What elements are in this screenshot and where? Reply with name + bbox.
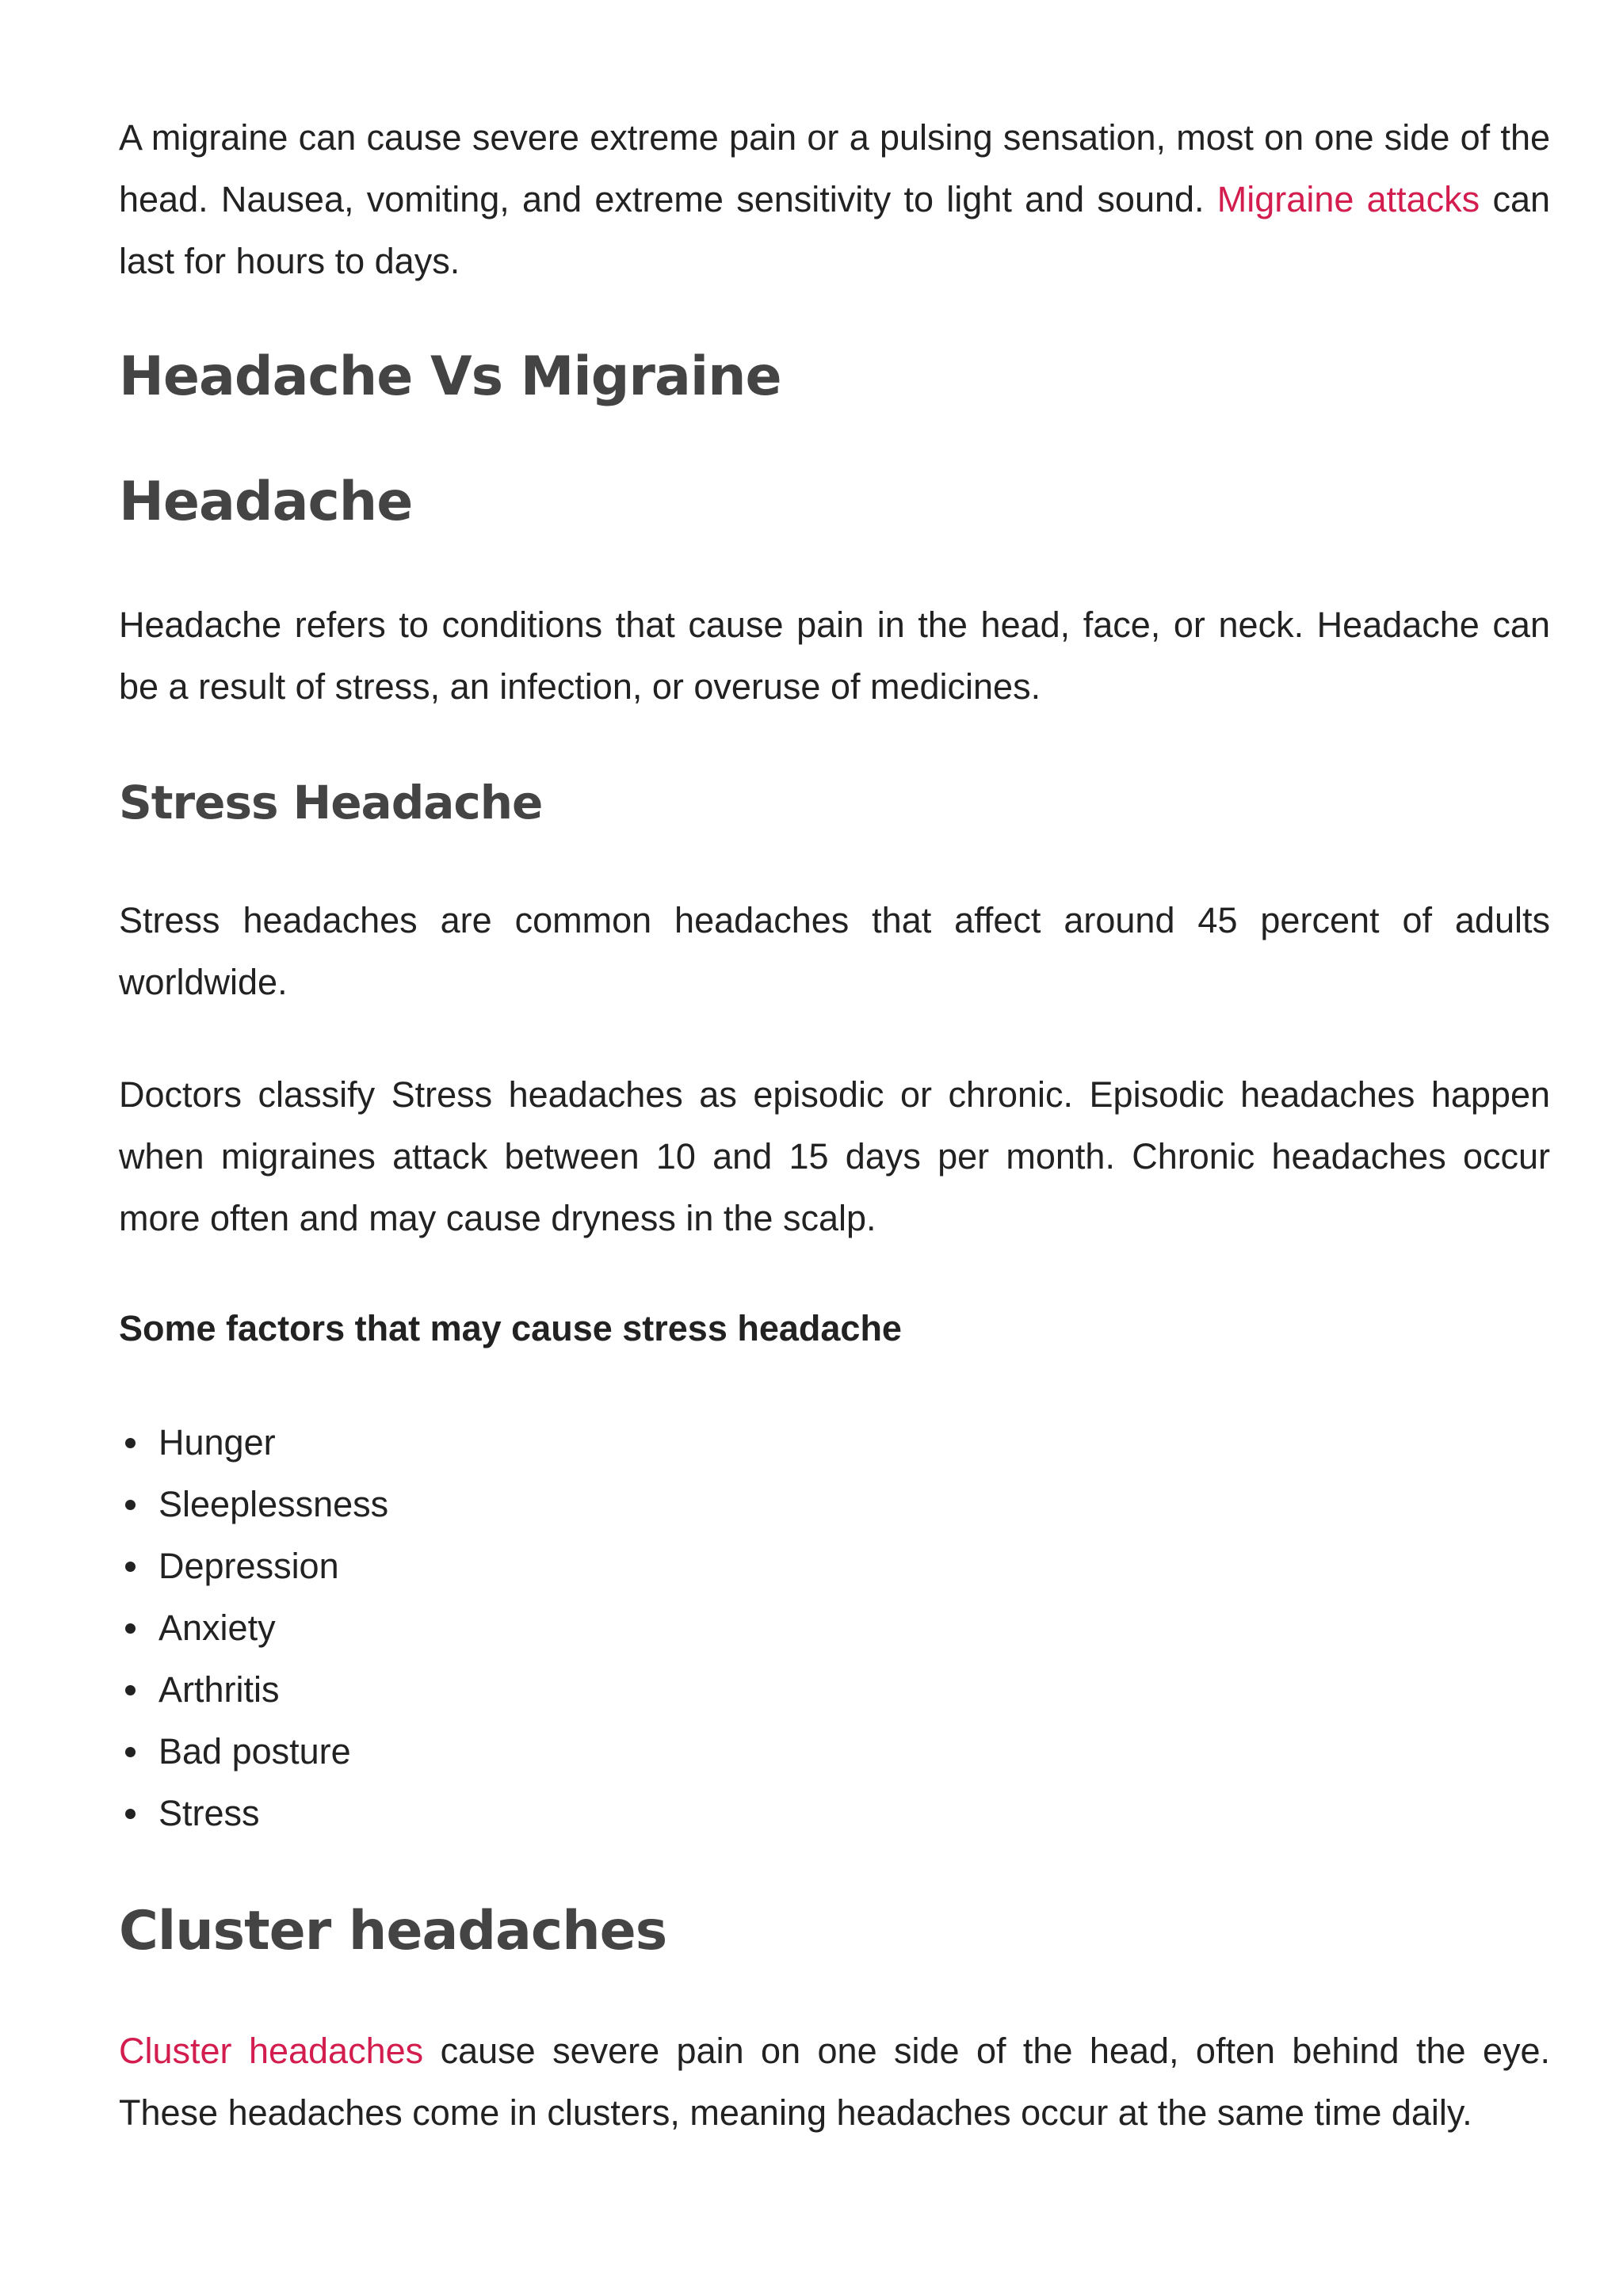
cluster-text-after: cause severe pain on one side of the head, often behind the eye. These headaches come in clusters, meaning headaches occur at the same time daily.: [119, 2031, 1551, 2133]
bullet-icon: [125, 1809, 136, 1819]
heading-stress-headache: Stress Headache: [119, 776, 543, 830]
list-item: Depression: [119, 1535, 1550, 1597]
intro-text-before: A migraine can cause severe extreme pain or a pulsing sensation, most on one side of the head. Nausea, vomiting, and extreme sensitivity to light and sound.: [119, 117, 1550, 219]
intro-text-after: can last for hours to days.: [119, 179, 1550, 281]
heading-headache: Headache: [119, 471, 413, 533]
bullet-icon: [125, 1500, 136, 1510]
bullet-icon: [125, 1747, 136, 1757]
list-item: Arthritis: [119, 1659, 1550, 1721]
list-item: Sleeplessness: [119, 1474, 1550, 1535]
stress-paragraph-1: Stress headaches are common headaches that affect around 45 percent of adults worldwide.: [119, 900, 1550, 1002]
list-item: Stress: [119, 1783, 1550, 1844]
intro-paragraph: [119, 107, 1550, 292]
bullet-icon: [125, 1438, 136, 1448]
migraine-attacks-link[interactable]: Migraine attacks: [1216, 179, 1480, 219]
list-item: Hunger: [119, 1412, 1550, 1474]
factors-list: [119, 1412, 1550, 1844]
headache-paragraph: Headache refers to conditions that cause pain in the head, face, or neck. Headache can be a result of stress, an infection, or overuse of medicines.: [119, 605, 1550, 707]
heading-cluster-headaches: Cluster headaches: [119, 1900, 667, 1962]
list-item: Bad posture: [119, 1721, 1550, 1783]
heading-headache-vs-migraine: Headache Vs Migraine: [119, 345, 781, 408]
list-item: Anxiety: [119, 1597, 1550, 1659]
bullet-icon: [125, 1623, 136, 1634]
cluster-paragraph: [119, 2020, 1550, 2144]
cluster-headaches-link[interactable]: Cluster headaches: [119, 2031, 424, 2071]
stress-paragraph-2: Doctors classify Stress headaches as episodic or chronic. Episodic headaches happen when migraines attack between 10 and 15 days per month. Chronic headaches occur more often and may cause dryness in the scalp.: [119, 1074, 1550, 1238]
factors-title: Some factors that may cause stress headache: [119, 1308, 902, 1348]
bullet-icon: [125, 1562, 136, 1572]
bullet-icon: [125, 1685, 136, 1695]
